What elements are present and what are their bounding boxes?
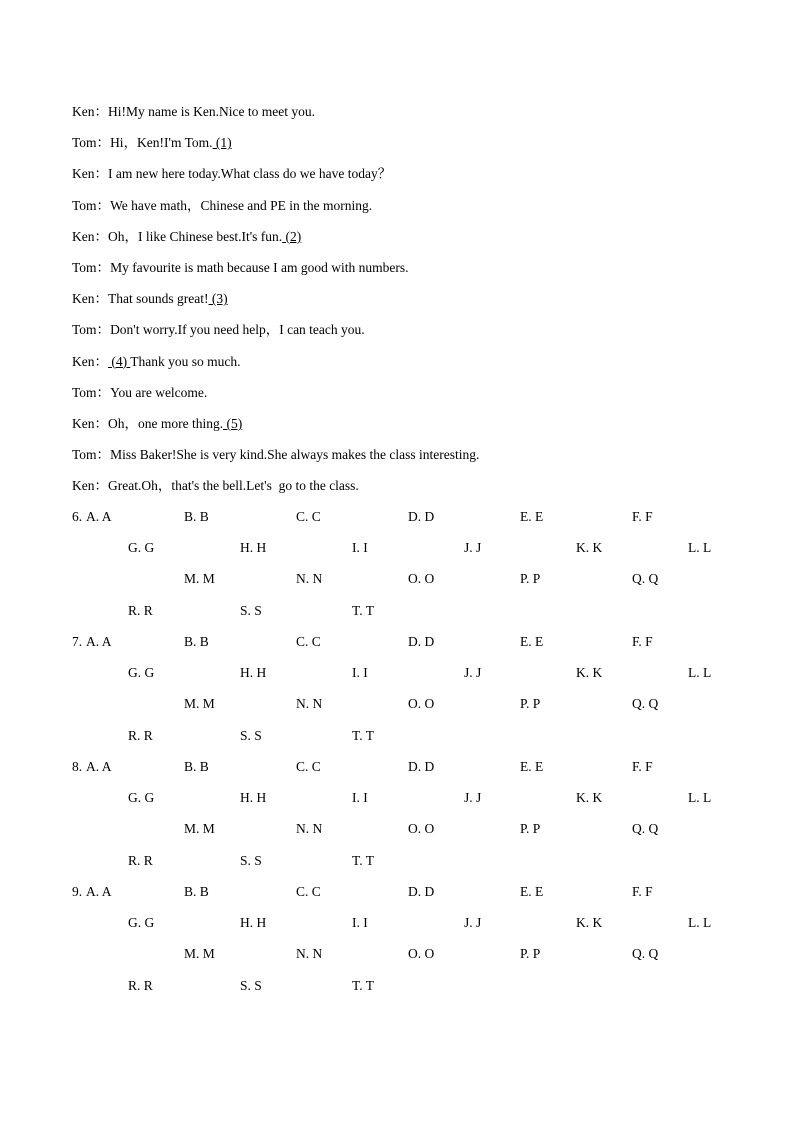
dialogue-line xyxy=(72,447,479,463)
answer-option[interactable]: Q. Q xyxy=(632,571,659,587)
answer-option[interactable]: B. B xyxy=(184,884,209,899)
answer-option[interactable]: Q. Q xyxy=(632,946,659,962)
answer-blank[interactable]: (5) xyxy=(223,416,243,431)
answer-option[interactable]: D. D xyxy=(408,509,435,524)
answer-option[interactable]: F. F xyxy=(632,509,653,524)
answer-option[interactable]: N. N xyxy=(296,821,323,837)
answer-option[interactable]: D. D xyxy=(408,884,435,899)
answer-option[interactable]: H. H xyxy=(240,915,267,931)
answer-option[interactable]: G. G xyxy=(128,540,155,556)
answer-option[interactable]: G. G xyxy=(128,790,155,806)
answer-option[interactable]: Q. Q xyxy=(632,821,659,837)
answer-option[interactable]: S. S xyxy=(240,852,262,868)
answer-option[interactable]: J. J xyxy=(464,790,482,806)
dialogue-line xyxy=(72,416,242,432)
dialogue-text: My favourite is math because I am good with numbers. xyxy=(110,260,409,275)
answer-option[interactable]: N. N xyxy=(296,946,323,962)
answer-option[interactable]: P. P xyxy=(520,821,541,837)
answer-option[interactable]: T. T xyxy=(352,852,374,868)
answer-option[interactable]: R. R xyxy=(128,852,153,868)
answer-option[interactable]: K. K xyxy=(576,540,603,556)
question-number: 8. xyxy=(72,759,83,774)
answer-option[interactable]: P. P xyxy=(520,946,541,962)
speaker-label: Ken： xyxy=(72,478,108,494)
answer-option[interactable]: K. K xyxy=(576,915,603,931)
speaker-label: Ken： xyxy=(72,353,108,369)
speaker-label: Ken： xyxy=(72,104,108,119)
dialogue-line xyxy=(72,229,301,245)
speaker-label: Tom： xyxy=(72,135,111,151)
answer-option[interactable]: B. B xyxy=(184,759,209,774)
dialogue-text: Don't worry.If you need help，I can teach you. xyxy=(110,322,365,338)
dialogue-line xyxy=(72,260,409,276)
answer-blank[interactable]: (3) xyxy=(208,291,228,307)
answer-option[interactable]: H. H xyxy=(240,540,267,556)
answer-option[interactable]: R. R xyxy=(128,727,153,743)
dialogue-text: We have math，Chinese and PE in the morning. xyxy=(110,197,373,213)
answer-option[interactable]: D. D xyxy=(408,759,435,774)
answer-option[interactable]: Q. Q xyxy=(632,696,659,712)
dialogue-line xyxy=(72,354,241,370)
dialogue-text: Oh，one more thing. xyxy=(108,416,224,431)
dialogue-line xyxy=(72,198,372,214)
dialogue-text: Oh，I like Chinese best.It's fun. xyxy=(108,228,283,244)
answer-option[interactable]: L. L xyxy=(688,790,712,806)
answer-option[interactable]: T. T xyxy=(352,602,374,618)
answer-option[interactable]: T. T xyxy=(352,977,374,993)
answer-option[interactable]: A. A xyxy=(86,509,112,524)
answer-option[interactable]: H. H xyxy=(240,665,267,681)
answer-option[interactable]: E. E xyxy=(520,884,544,899)
answer-option[interactable]: M. M xyxy=(184,821,215,837)
answer-option[interactable]: I. I xyxy=(352,915,368,931)
speaker-label: Tom： xyxy=(72,197,111,213)
dialogue-line xyxy=(72,166,391,182)
answer-option[interactable]: J. J xyxy=(464,915,482,931)
answer-option[interactable]: I. I xyxy=(352,665,368,681)
answer-option[interactable]: P. P xyxy=(520,696,541,712)
speaker-label: Ken： xyxy=(72,291,108,307)
dialogue-text: Great.Oh，that's the bell.Let's go to the class. xyxy=(108,478,359,494)
answer-option[interactable]: R. R xyxy=(128,977,153,993)
dialogue-text: I am new here today.What class do we have today？ xyxy=(108,166,392,182)
answer-option[interactable]: I. I xyxy=(352,540,368,556)
dialogue-line xyxy=(72,104,315,120)
answer-option[interactable]: N. N xyxy=(296,571,323,587)
dialogue-line xyxy=(72,385,207,401)
answer-option[interactable]: O. O xyxy=(408,821,435,837)
dialogue-text: That sounds great! xyxy=(108,291,209,307)
speaker-label: Tom： xyxy=(72,260,111,275)
answer-option[interactable]: C. C xyxy=(296,634,321,649)
answer-option[interactable]: M. M xyxy=(184,946,215,962)
answer-blank[interactable]: (4) xyxy=(108,353,131,369)
answer-option[interactable]: D. D xyxy=(408,634,435,649)
answer-option[interactable]: C. C xyxy=(296,884,321,899)
answer-option[interactable]: O. O xyxy=(408,571,435,587)
speaker-label: Tom： xyxy=(72,384,111,400)
dialogue-line xyxy=(72,322,365,338)
dialogue-text: Miss Baker!She is very kind.She always makes the class interesting. xyxy=(110,447,480,463)
answer-option[interactable]: H. H xyxy=(240,790,267,806)
dialogue-text: Hi!My name is Ken.Nice to meet you. xyxy=(108,104,315,119)
answer-blank[interactable]: (1) xyxy=(212,135,232,151)
dialogue-line xyxy=(72,478,359,494)
answer-option[interactable]: G. G xyxy=(128,665,155,681)
answer-option[interactable]: F. F xyxy=(632,634,653,649)
question-number: 7. xyxy=(72,634,83,649)
answer-option[interactable]: C. C xyxy=(296,759,321,774)
answer-option[interactable]: L. L xyxy=(688,915,712,931)
answer-blank[interactable]: (2) xyxy=(282,228,302,244)
answer-option[interactable]: P. P xyxy=(520,571,541,587)
answer-option[interactable]: J. J xyxy=(464,540,482,556)
answer-option[interactable]: J. J xyxy=(464,665,482,681)
speaker-label: Tom： xyxy=(72,322,111,338)
answer-option[interactable]: S. S xyxy=(240,727,262,743)
answer-option[interactable]: E. E xyxy=(520,634,544,649)
answer-option[interactable]: F. F xyxy=(632,759,653,774)
answer-option[interactable]: B. B xyxy=(184,509,209,524)
answer-option[interactable]: A. A xyxy=(86,759,112,774)
answer-option[interactable]: S. S xyxy=(240,602,262,618)
answer-option[interactable]: F. F xyxy=(632,884,653,899)
speaker-label: Ken： xyxy=(72,228,108,244)
answer-option[interactable]: G. G xyxy=(128,915,155,931)
question-number: 6. xyxy=(72,509,83,524)
answer-option[interactable]: E. E xyxy=(520,509,544,524)
answer-option[interactable]: T. T xyxy=(352,727,374,743)
answer-option[interactable]: K. K xyxy=(576,790,603,806)
answer-option[interactable]: A. A xyxy=(86,884,112,899)
answer-option[interactable]: K. K xyxy=(576,665,603,681)
speaker-label: Tom： xyxy=(72,447,111,463)
answer-option[interactable]: I. I xyxy=(352,790,368,806)
answer-option[interactable]: L. L xyxy=(688,540,712,556)
dialogue-text-after: Thank you so much. xyxy=(130,353,241,369)
dialogue-line xyxy=(72,291,228,307)
answer-option[interactable]: B. B xyxy=(184,634,209,649)
answer-option[interactable]: N. N xyxy=(296,696,323,712)
answer-option[interactable]: L. L xyxy=(688,665,712,681)
answer-option[interactable]: E. E xyxy=(520,759,544,774)
answer-option[interactable]: R. R xyxy=(128,602,153,618)
answer-option[interactable]: O. O xyxy=(408,696,435,712)
dialogue-text: Hi，Ken!I'm Tom. xyxy=(110,135,213,151)
question-number: 9. xyxy=(72,884,83,899)
speaker-label: Ken： xyxy=(72,416,108,431)
dialogue-line xyxy=(72,135,232,151)
dialogue-text: You are welcome. xyxy=(110,384,208,400)
answer-option[interactable]: S. S xyxy=(240,977,262,993)
speaker-label: Ken： xyxy=(72,166,108,182)
answer-option[interactable]: M. M xyxy=(184,696,215,712)
answer-option[interactable]: A. A xyxy=(86,634,112,649)
answer-option[interactable]: C. C xyxy=(296,509,321,524)
answer-option[interactable]: M. M xyxy=(184,571,215,587)
answer-option[interactable]: O. O xyxy=(408,946,435,962)
